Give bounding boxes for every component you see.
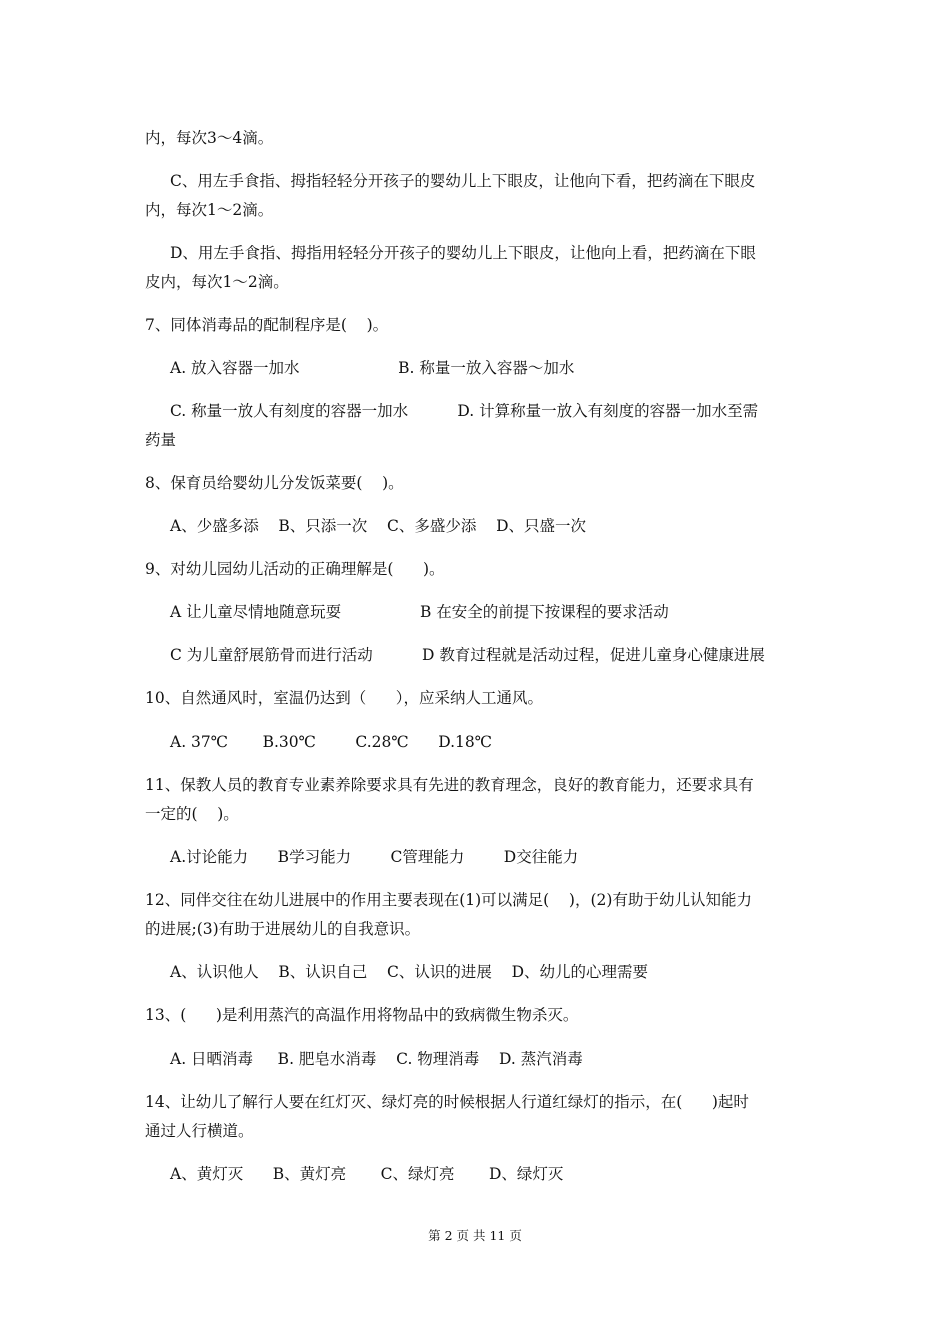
page-footer: 第 2 页 共 11 页 [428,1228,522,1243]
question-10: 10、自然通风时，室温仍达到（ ），应采纳人工通风。 [145,689,544,707]
text-line: 内，每次3～4滴。 [145,129,274,147]
text-line: 皮内，每次1～2滴。 [145,273,289,291]
option-d-line: D、用左手食指、拇指用轻轻分开孩子的婴幼儿上下眼皮，让他向上看，把药滴在下眼 [170,244,756,262]
text-line: 通过人行横道。 [145,1122,254,1140]
question-9: 9、对幼儿园幼儿活动的正确理解是( )。 [145,560,445,578]
text-line: 药量 [145,431,177,449]
question-12: 12、同伴交往在幼儿进展中的作用主要表现在(1)可以满足( )，(2)有助于幼儿认知能力 [145,891,752,909]
question-11-options: A.讨论能力 B学习能力 C管理能力 D交往能力 [170,848,579,866]
text-line: 一定的( )。 [145,805,239,823]
question-14: 14、让幼儿了解行人要在红灯灭、绿灯亮的时候根据人行道红绿灯的指示，在( )起时 [145,1093,749,1111]
question-8: 8、保育员给婴幼儿分发饭菜要( )。 [145,474,404,492]
question-9-options-cd: C 为儿童舒展筋骨而进行活动 D 教育过程就是活动过程，促进儿童身心健康进展 [170,646,765,664]
question-13-options: A. 日晒消毒 B. 肥皂水消毒 C. 物理消毒 D. 蒸汽消毒 [170,1050,583,1068]
question-8-options: A、少盛多添 B、只添一次 C、多盛少添 D、只盛一次 [170,517,586,535]
question-9-options-ab: A 让儿童尽情地随意玩耍 B 在安全的前提下按课程的要求活动 [170,603,669,621]
question-13: 13、( )是利用蒸汽的高温作用将物品中的致病微生物杀灭。 [145,1006,579,1024]
question-14-options: A、黄灯灭 B、黄灯亮 C、绿灯亮 D、绿灯灭 [170,1165,564,1183]
option-c-line: C、用左手食指、拇指轻轻分开孩子的婴幼儿上下眼皮，让他向下看，把药滴在下眼皮 [170,172,756,190]
text-line: 的进展;(3)有助于进展幼儿的自我意识。 [145,920,421,938]
text-line: 内，每次1～2滴。 [145,201,274,219]
question-7: 7、同体消毒品的配制程序是( )。 [145,316,389,334]
question-7-options-cd: C. 称量一放人有刻度的容器一加水 D. 计算称量一放入有刻度的容器一加水至需 [170,402,759,420]
question-10-options: A. 37℃ B.30℃ C.28℃ D.18℃ [170,733,493,751]
question-11: 11、保教人员的教育专业素养除要求具有先进的教育理念，良好的教育能力，还要求具有 [145,776,754,794]
question-7-options-ab: A. 放入容器一加水 B. 称量一放入容器～加水 [170,359,575,377]
question-12-options: A、认识他人 B、认识自己 C、认识的进展 D、幼儿的心理需要 [170,963,648,981]
